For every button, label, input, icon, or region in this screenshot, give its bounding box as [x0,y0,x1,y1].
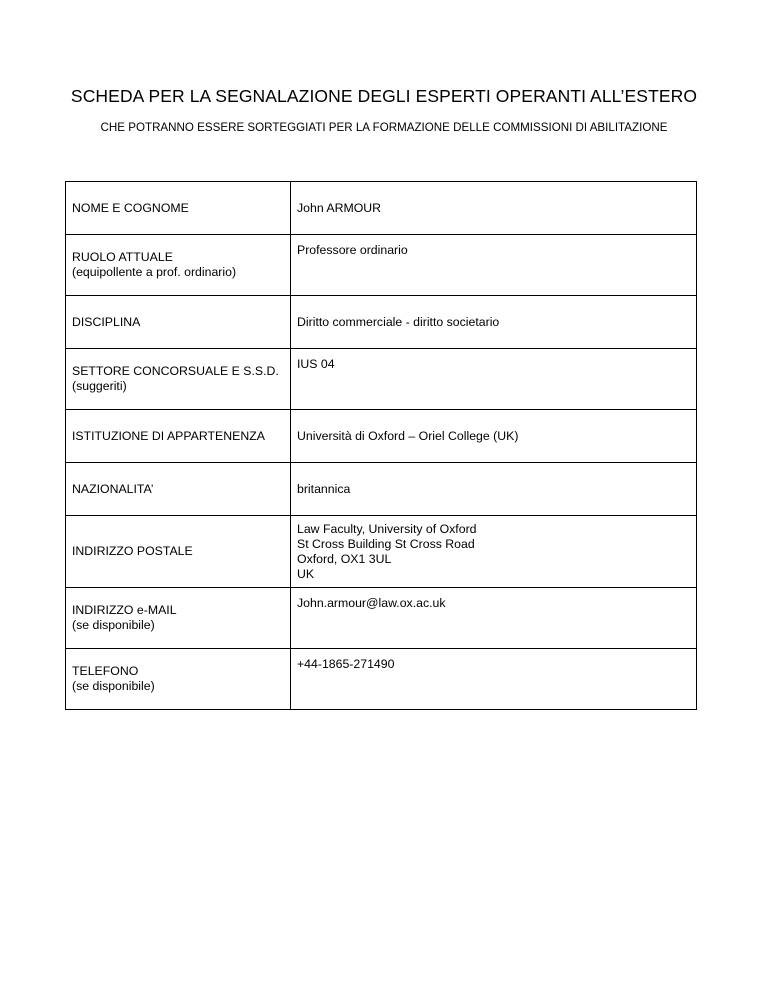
value-text: Università di Oxford – Oriel College (UK) [297,428,519,443]
label-text: RUOLO ATTUALE [72,250,173,264]
address-line: UK [297,566,315,581]
label-nazionalita [66,463,291,516]
table-row-disciplina [66,296,697,349]
label-indirizzo-postale [66,516,291,588]
label-istituzione [66,410,291,463]
table-row-settore [66,349,697,410]
table-row-ruolo [66,235,697,296]
address-line: Law Faculty, University of Oxford [297,521,477,536]
value-nazionalita [291,463,697,516]
label-disciplina [66,296,291,349]
value-text: IUS 04 [297,357,335,371]
expert-info-table [65,181,697,710]
label-text: NAZIONALITA’ [72,481,154,496]
value-text: John.armour@law.ox.ac.uk [297,596,446,610]
value-text: +44-1865-271490 [297,657,395,671]
label-text: NOME E COGNOME [72,200,189,215]
value-istituzione [291,410,697,463]
label-text: INDIRIZZO e-MAIL [72,603,177,617]
label-note: (equipollente a prof. ordinario) [72,265,237,279]
value-nome-cognome [291,182,697,235]
value-indirizzo-email [291,588,697,649]
label-nome-cognome [66,182,291,235]
table-row-name [66,182,697,235]
label-ruolo-attuale [66,235,291,296]
value-text: Professore ordinario [297,243,408,257]
value-text: britannica [297,481,351,496]
table-row-nazionalita [66,463,697,516]
value-ruolo-attuale [291,235,697,296]
value-text: John ARMOUR [297,200,382,215]
table-row-istituzione [66,410,697,463]
label-note: (se disponibile) [72,679,155,693]
document-subtitle: CHE POTRANNO ESSERE SORTEGGIATI PER LA FORMAZIONE DELLE COMMISSIONI DI ABILITAZIONE [100,121,668,134]
value-disciplina [291,296,697,349]
value-settore-concorsuale [291,349,697,410]
label-note: (suggeriti) [72,379,127,393]
label-indirizzo-email [66,588,291,649]
table-row-email [66,588,697,649]
table-row-indirizzo [66,516,697,588]
address-line: Oxford, OX1 3UL [297,551,392,566]
value-telefono [291,649,697,710]
value-text: Diritto commerciale - diritto societario [297,314,500,329]
label-telefono [66,649,291,710]
label-note: (se disponibile) [72,618,155,632]
address-line: St Cross Building St Cross Road [297,536,475,551]
document-title: SCHEDA PER LA SEGNALAZIONE DEGLI ESPERTI OPERANTI ALL’ESTERO [70,86,698,106]
label-settore-concorsuale [66,349,291,410]
label-text: TELEFONO [72,664,139,678]
label-text: ISTITUZIONE DI APPARTENENZA [72,428,265,443]
label-text: INDIRIZZO POSTALE [72,544,193,558]
value-indirizzo-postale [291,516,697,588]
table-row-telefono [66,649,697,710]
label-text: DISCIPLINA [72,314,141,329]
label-text: SETTORE CONCORSUALE E S.S.D. [72,364,279,378]
